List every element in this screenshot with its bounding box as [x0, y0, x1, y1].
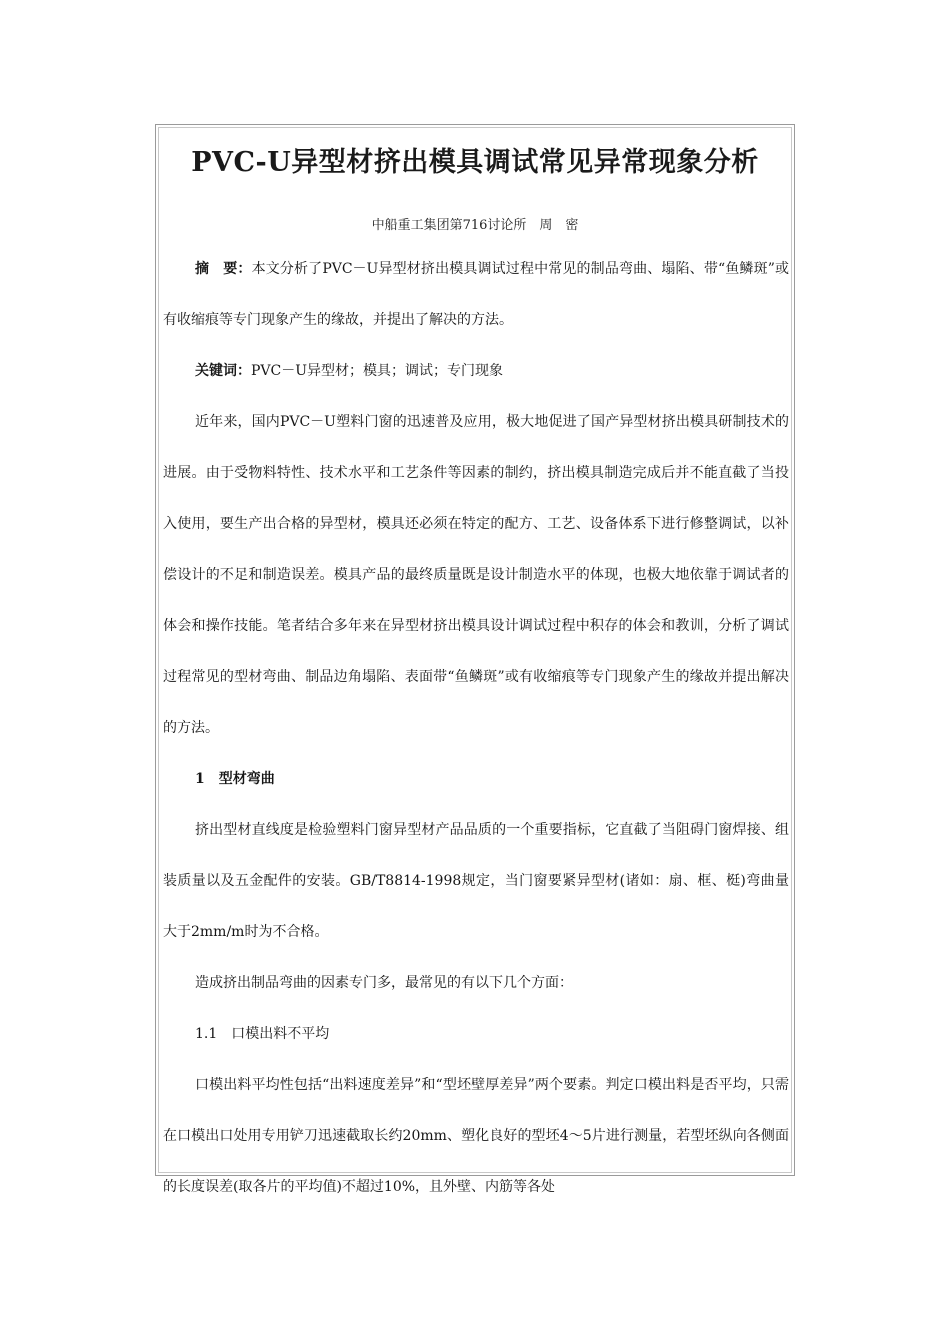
- section-1-heading: [163, 754, 789, 805]
- section-1-paragraph-1: 挤出型材直线度是检验塑料门窗异型材产品品质的一个重要指标，它直截了当阻碍门窗焊接、组装质量以及五金配件的安装。GB/T8814-1998规定，当门窗要紧异型材(诸如：扇、框、梃)弯曲量大于2mm/m时为不合格。: [163, 822, 789, 940]
- keywords-label: 关键词：: [195, 363, 251, 379]
- section-1-title: 型材弯曲: [218, 771, 275, 787]
- document-frame-inner: [158, 127, 792, 1195]
- section-1-1-paragraph-1: 口模出料平均性包括“出料速度差异”和“型坯壁厚差异”两个要素。判定口模出料是否平均，只需在口模出口处用专用铲刀迅速截取长约20mm、塑化良好的型坯4～5片进行测量，若型坯纵向各侧面的长度误差(取各片的平均值)不超过10%，且外壁、内筋等各处: [163, 1077, 789, 1195]
- author-line: 中船重工集团第716讨论所 周 密: [371, 218, 579, 233]
- section-1-number: 1: [195, 771, 205, 787]
- document-title: PVC-U异型材挤出模具调试常见异常现象分析: [191, 147, 759, 178]
- document-frame: [155, 124, 795, 1195]
- intro-paragraph: 近年来，国内PVC－U塑料门窗的迅速普及应用，极大地促进了国产异型材挤出模具研制技术的进展。由于受物料特性、技术水平和工艺条件等因素的制约，挤出模具制造完成后并不能直截了当投入使用，要生产出合格的异型材，模具还必须在特定的配方、工艺、设备体系下进行修整调试，以补偿设计的不足和制造误差。模具产品的最终质量既是设计制造水平的体现，也极大地依靠于调试者的体会和操作技能。笔者结合多年来在异型材挤出模具设计调试过程中积存的体会和教训，分析了调试过程常见的型材弯曲、制品边角塌陷、表面带“鱼鳞斑”或有收缩痕等专门现象产生的缘故并提出解决的方法。: [163, 414, 789, 736]
- keywords-text: PVC－U异型材；模具；调试；专门现象: [251, 363, 504, 379]
- document-body: [163, 244, 789, 1213]
- section-1-1-number: 1.1: [195, 1026, 218, 1042]
- section-1-1-title: 口模出料不平均: [231, 1026, 330, 1042]
- abstract-text: 本文分析了PVC－U异型材挤出模具调试过程中常见的制品弯曲、塌陷、带“鱼鳞斑”或有收缩痕等专门现象产生的缘故，并提出了解决的方法。: [163, 261, 790, 328]
- section-1-1-heading: [163, 1009, 789, 1060]
- section-1-paragraph-2: 造成挤出制品弯曲的因素专门多，最常见的有以下几个方面：: [195, 975, 573, 991]
- abstract-paragraph: [163, 244, 789, 346]
- keywords-paragraph: [163, 346, 789, 397]
- abstract-label: 摘 要：: [195, 261, 252, 277]
